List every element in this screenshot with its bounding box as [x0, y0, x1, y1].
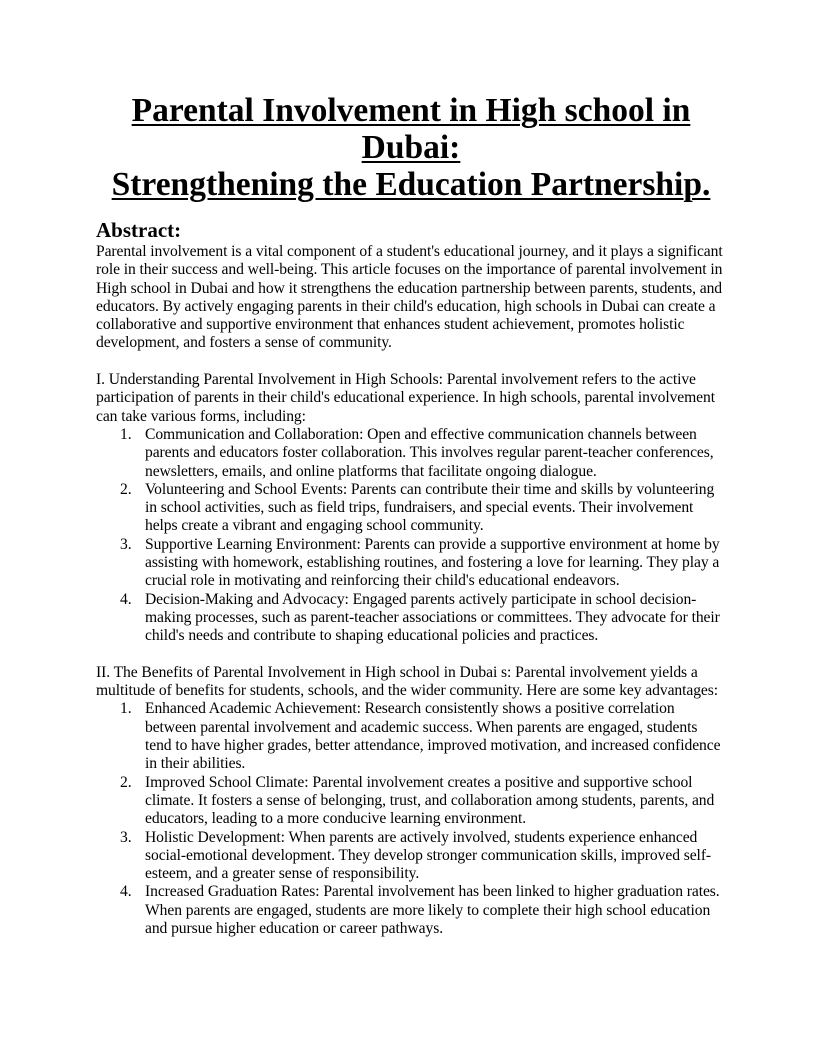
section-2-intro: II. The Benefits of Parental Involvement in High school in Dubai s: Parental involvement yields a multitude of benefits for students, schools, and the wider community. Here are some key advantages: — [96, 663, 719, 700]
document-title — [96, 92, 726, 203]
list-item-text: Increased Graduation Rates: Parental involvement has been linked to higher graduation rates. When parents are engaged, students are more likely to complete their high school education and pursue higher education or career pathways. — [145, 883, 720, 937]
list-item-text: Improved School Climate: Parental involvement creates a positive and supportive school climate. It fosters a sense of belonging, trust, and collaboration among students, parents, and educators, leading to a more conducive learning environment. — [145, 773, 715, 828]
list-item-text: Volunteering and School Events: Parents can contribute their time and skills by volunteering in school activities, such as field trips, fundraisers, and special events. Their involvement helps create a vibrant and engaging school community. — [145, 480, 715, 535]
abstract-heading: Abstract: — [96, 218, 182, 242]
section-1-intro: I. Understanding Parental Involvement in High Schools: Parental involvement refers to the active participation of parents in their child's educational experience. In high schools, parental involvement can take various forms, including: — [96, 371, 715, 425]
list-item-text: Holistic Development: When parents are actively involved, students experience enhanced social-emotional development. They develop stronger communication skills, improved self-esteem, and a greater sense of responsibility. — [145, 828, 712, 883]
list-item — [96, 591, 726, 646]
list-item — [96, 883, 726, 938]
list-item-text: Decision-Making and Advocacy: Engaged parents actively participate in school decision-making processes, such as parent-teacher associations or committees. They advocate for their child's needs and contribute to shaping educational policies and practices. — [145, 590, 720, 645]
section-2-list — [96, 700, 726, 938]
section-1-list — [96, 426, 726, 646]
title-line-2: Strengthening the Education Partnership. — [111, 166, 711, 203]
list-item-text: Enhanced Academic Achievement: Research consistently shows a positive correlation between parental involvement and academic success. When parents are engaged, students tend to have higher grades, better attendance, improved motivation, and increased confidence in their abilities. — [145, 700, 721, 773]
list-item-text: Communication and Collaboration: Open and effective communication channels between parents and educators foster collaboration. This involves regular parent-teacher conferences, newsletters, emails, and online platforms that facilitate ongoing dialogue. — [145, 425, 714, 480]
abstract-paragraph: Parental involvement is a vital component of a student's educational journey, and it plays a significant role in their success and well-being. This article focuses on the importance of parental involvement in High school in Dubai and how it strengthens the education partnership between parents, students, and educators. By actively engaging parents in their child's education, high schools in Dubai can create a collaborative and supportive environment that enhances student achievement, promotes holistic development, and fosters a sense of community. — [96, 243, 723, 352]
list-item-number: 3. — [120, 828, 132, 846]
list-item-number: 1. — [120, 425, 132, 443]
list-item — [96, 774, 726, 829]
title-line-1: Parental Involvement in High school in Dubai: — [131, 92, 691, 166]
list-item-number: 4. — [120, 590, 132, 608]
list-item — [96, 829, 726, 884]
list-item — [96, 481, 726, 536]
list-item — [96, 536, 726, 591]
list-item-text: Supportive Learning Environment: Parents can provide a supportive environment at home by assisting with homework, establishing routines, and fostering a love for learning. They play a crucial role in motivating and reinforcing their child's educational endeavors. — [145, 535, 720, 590]
document-page — [96, 92, 726, 938]
list-item-number: 2. — [120, 480, 132, 498]
list-item — [96, 426, 726, 481]
list-item — [96, 700, 726, 773]
list-item-number: 2. — [120, 773, 132, 791]
list-item-number: 3. — [120, 535, 132, 553]
list-item-number: 1. — [120, 700, 132, 718]
list-item-number: 4. — [120, 883, 132, 901]
